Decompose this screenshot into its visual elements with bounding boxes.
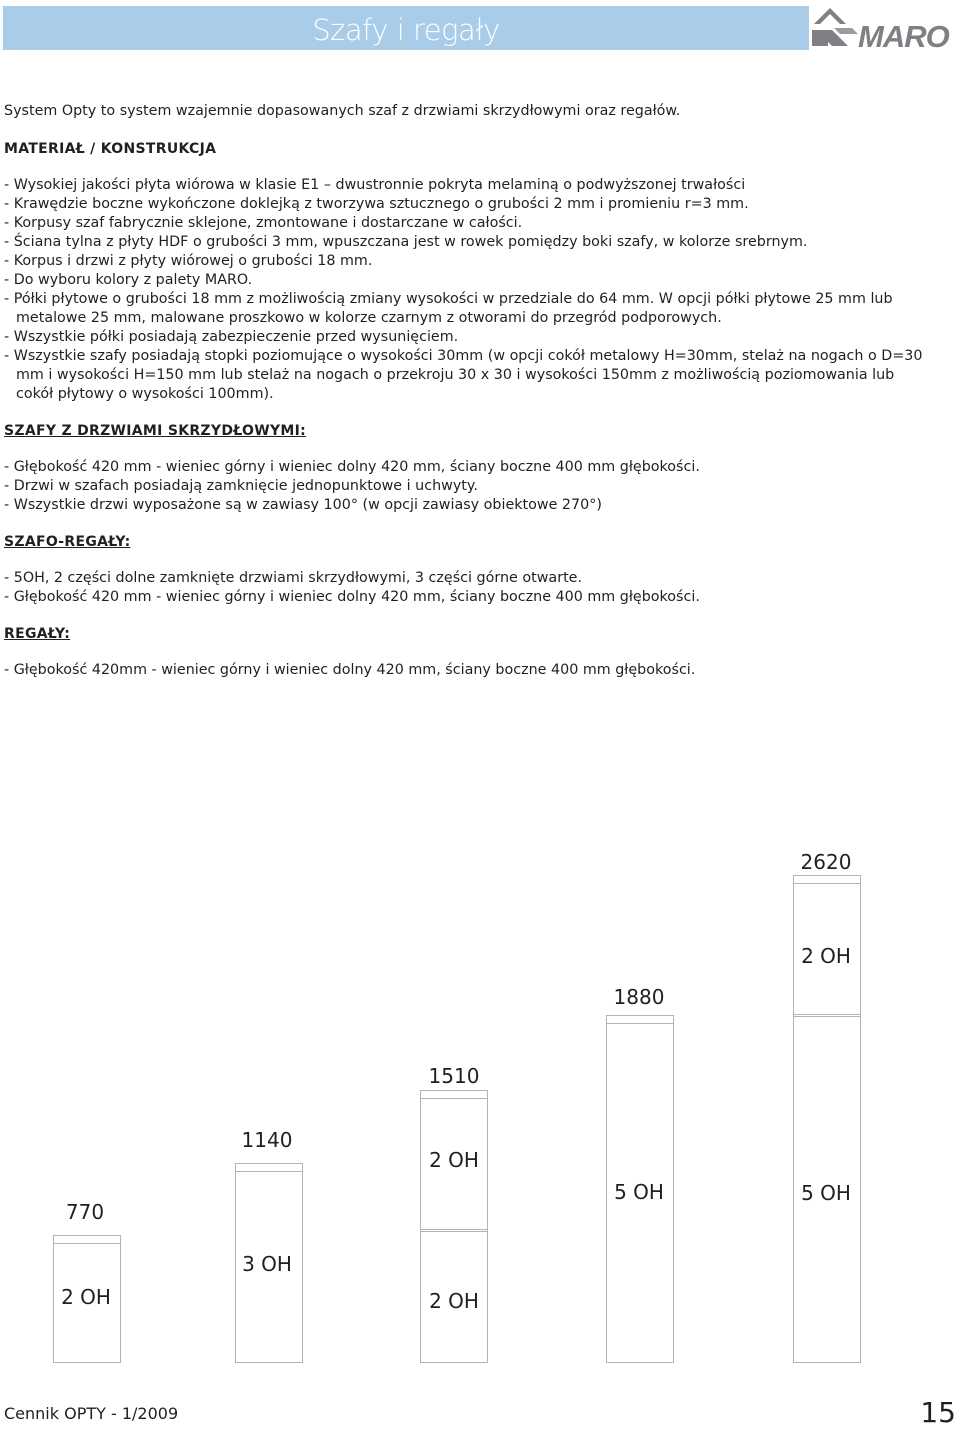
- main-content: [4, 102, 924, 680]
- material-list: [4, 176, 924, 404]
- cabinet-section-label: 2 OH: [61, 1285, 111, 1309]
- page-number: 15: [920, 1396, 956, 1429]
- swing-door-list: [4, 458, 924, 515]
- header-bar: [3, 6, 809, 50]
- cabinet-top: [607, 1016, 673, 1024]
- list-item: - 5OH, 2 części dolne zamknięte drzwiami skrzydłowymi, 3 części górne otwarte.: [4, 569, 924, 588]
- list-item: - Do wyboru kolory z palety MARO.: [4, 271, 924, 290]
- page-title: Szafy i regały: [312, 13, 500, 47]
- section-heading-shelving: REGAŁY:: [4, 626, 71, 642]
- list-item: - Głębokość 420 mm - wieniec górny i wieniec dolny 420 mm, ściany boczne 400 mm głębokości.: [4, 458, 924, 477]
- cabinet-section-label: 3 OH: [242, 1252, 292, 1276]
- cabinet-section-label: 2 OH: [429, 1148, 479, 1172]
- list-item: - Półki płytowe o grubości 18 mm z możliwością zmiany wysokości w przedziale do 64 mm. W opcji półki płytowe 25 mm lub metalowe 25 mm, malowane proszkowo w kolorze czarnym z otworami do przegród podporowych.: [4, 290, 924, 328]
- cabinet-top: [54, 1236, 120, 1244]
- list-item: - Głębokość 420 mm - wieniec górny i wieniec dolny 420 mm, ściany boczne 400 mm głębokości.: [4, 588, 924, 607]
- cabinet-divider: [794, 1014, 860, 1017]
- list-item: - Korpus i drzwi z płyty wiórowej o grubości 18 mm.: [4, 252, 924, 271]
- section-heading-swing-door: SZAFY Z DRZWIAMI SKRZYDŁOWYMI:: [4, 423, 307, 439]
- cabinet-1510: [420, 1090, 488, 1363]
- list-item: - Wszystkie półki posiadają zabezpieczenie przed wysunięciem.: [4, 328, 924, 347]
- cabinet-height-label: 1140: [241, 1128, 293, 1152]
- cabinet-section-label: 5 OH: [801, 1181, 851, 1205]
- cabinet-section-label: 5 OH: [614, 1180, 664, 1204]
- list-item: - Krawędzie boczne wykończone doklejką z tworzywa sztucznego o grubości 2 mm i promieniu r=3 mm.: [4, 195, 924, 214]
- cabinet-top: [794, 876, 860, 884]
- cabinet-height-label: 770: [65, 1200, 105, 1224]
- cabinet-height-label: 1510: [428, 1064, 480, 1088]
- shelving-list: [4, 661, 924, 680]
- intro-text: System Opty to system wzajemnie dopasowanych szaf z drzwiami skrzydłowymi oraz regałów.: [4, 103, 681, 119]
- cabinet-height-label: 1880: [613, 985, 665, 1009]
- cabinet-top: [421, 1091, 487, 1099]
- list-item: - Wszystkie drzwi wyposażone są w zawiasy 100° (w opcji zawiasy obiektowe 270°): [4, 496, 924, 515]
- list-item: - Drzwi w szafach posiadają zamknięcie jednopunktowe i uchwyty.: [4, 477, 924, 496]
- list-item: - Ściana tylna z płyty HDF o grubości 3 mm, wpuszczana jest w rowek pomiędzy boki szafy, w kolorze srebrnym.: [4, 233, 924, 252]
- footer-catalog-label: Cennik OPTY - 1/2009: [4, 1404, 179, 1423]
- section-heading-material: MATERIAŁ / KONSTRUKCJA: [4, 141, 217, 157]
- section-heading-wardrobe-shelves: SZAFO-REGAŁY:: [4, 534, 131, 550]
- list-item: - Wysokiej jakości płyta wiórowa w klasie E1 – dwustronnie pokryta melaminą o podwyższonej trwałości: [4, 176, 924, 195]
- list-item: - Korpusy szaf fabrycznie sklejone, zmontowane i dostarczane w całości.: [4, 214, 924, 233]
- list-item: - Głębokość 420mm - wieniec górny i wieniec dolny 420 mm, ściany boczne 400 mm głębokości.: [4, 661, 924, 680]
- cabinet-divider: [421, 1229, 487, 1232]
- wardrobe-shelves-list: [4, 569, 924, 607]
- cabinet-top: [236, 1164, 302, 1172]
- cabinet-height-label: 2620: [800, 850, 852, 874]
- cabinet-section-label: 2 OH: [801, 944, 851, 968]
- logo-wordmark: MARO: [858, 19, 949, 54]
- cabinet-diagram: [0, 840, 960, 1360]
- cabinet-section-label: 2 OH: [429, 1289, 479, 1313]
- list-item: - Wszystkie szafy posiadają stopki poziomujące o wysokości 30mm (w opcji cokół metalowy H=30mm, stelaż na nogach o D=30 mm i wysokości H=150 mm lub stelaż na nogach o przekroju 30 x 30 i wysokości 150mm z możliwością poziomowania lub cokół płytowy o wysokości 100mm).: [4, 347, 924, 404]
- maro-logo: [812, 4, 958, 54]
